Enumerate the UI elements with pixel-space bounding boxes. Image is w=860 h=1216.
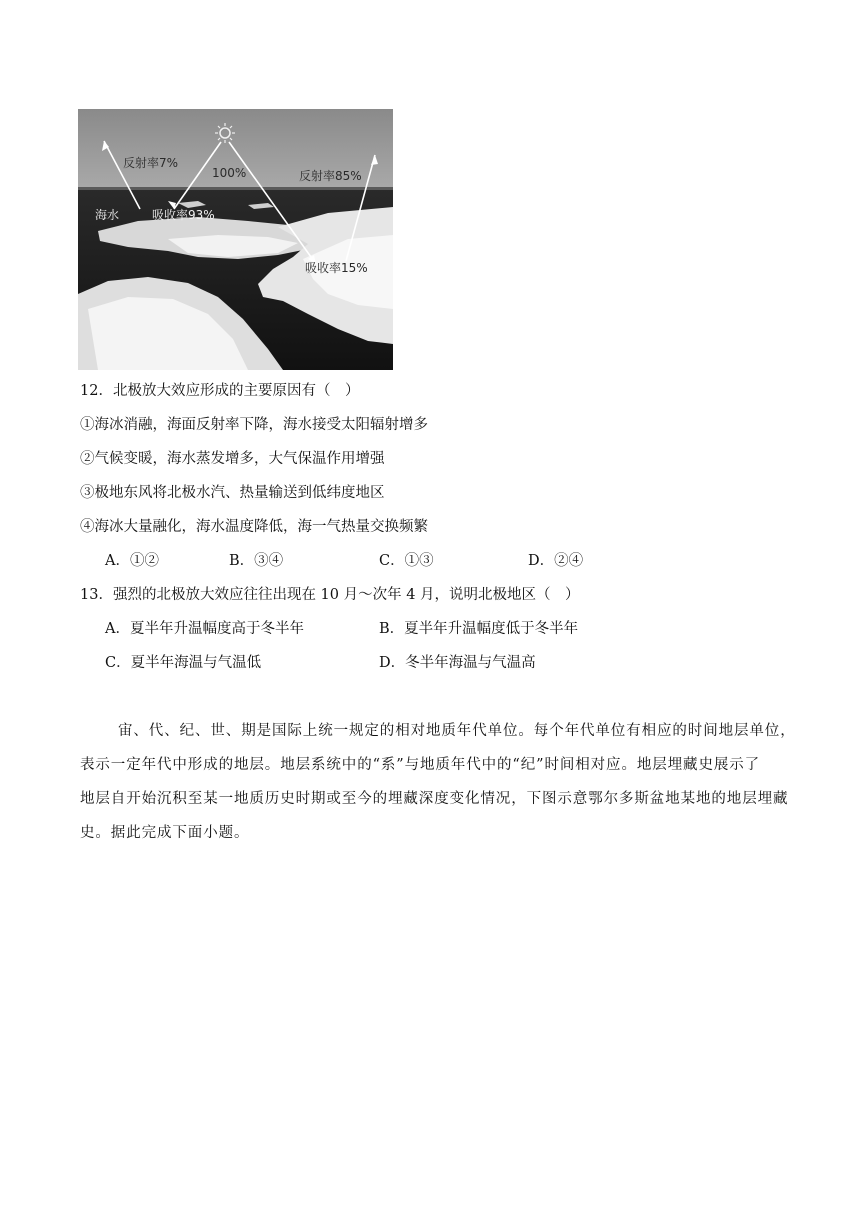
q12-option-b[interactable]: B．③④ bbox=[229, 553, 284, 569]
label-reflect-sea: 反射率7% bbox=[123, 156, 179, 170]
passage-line-2: 表示一定年代中形成的地层。地层系统中的“系”与地质年代中的“纪”时间相对应。地层埋藏史展示了 bbox=[80, 757, 761, 773]
q13-option-b[interactable]: B．夏半年升温幅度低于冬半年 bbox=[379, 621, 579, 637]
albedo-figure bbox=[78, 109, 393, 370]
q12-statement-1: ①海冰消融，海面反射率下降，海水接受太阳辐射增多 bbox=[80, 417, 428, 433]
passage-line-3: 地层自开始沉积至某一地质历史时期或至今的埋藏深度变化情况，下图示意鄂尔多斯盆地某地的地层埋藏 bbox=[80, 791, 789, 807]
passage-line-1: 宙、代、纪、世、期是国际上统一规定的相对地质年代单位。每个年代单位有相应的时间地层单位， bbox=[118, 723, 796, 739]
q13-stem: 13．强烈的北极放大效应往往出现在 10 月～次年 4 月，说明北极地区（ ） bbox=[80, 587, 580, 603]
label-sea: 海水 bbox=[95, 208, 120, 222]
passage-line-4: 史。据此完成下面小题。 bbox=[80, 825, 250, 841]
q13-option-d[interactable]: D．冬半年海温与气温高 bbox=[379, 655, 536, 671]
q12-option-d[interactable]: D．②④ bbox=[528, 553, 584, 569]
sea-ice-photo bbox=[78, 109, 393, 370]
label-absorb-sea: 吸收率93% bbox=[152, 208, 215, 222]
q12-statement-3: ③极地东风将北极水汽、热量输送到低纬度地区 bbox=[80, 485, 385, 501]
q12-statement-2: ②气候变暖，海水蒸发增多，大气保温作用增强 bbox=[80, 451, 385, 467]
label-absorb-ice: 吸收率15% bbox=[305, 261, 368, 275]
label-reflect-ice: 反射率85% bbox=[299, 169, 362, 183]
q12-statement-4: ④海冰大量融化，海水温度降低，海一气热量交换频繁 bbox=[80, 519, 428, 535]
q12-stem: 12．北极放大效应形成的主要原因有（ ） bbox=[80, 383, 360, 399]
q13-option-a[interactable]: A．夏半年升温幅度高于冬半年 bbox=[105, 621, 304, 637]
q12-option-c[interactable]: C．①③ bbox=[379, 553, 434, 569]
label-incoming: 100% bbox=[212, 166, 247, 180]
q12-option-a[interactable]: A．①② bbox=[105, 553, 159, 569]
q13-option-c[interactable]: C．夏半年海温与气温低 bbox=[105, 655, 262, 671]
